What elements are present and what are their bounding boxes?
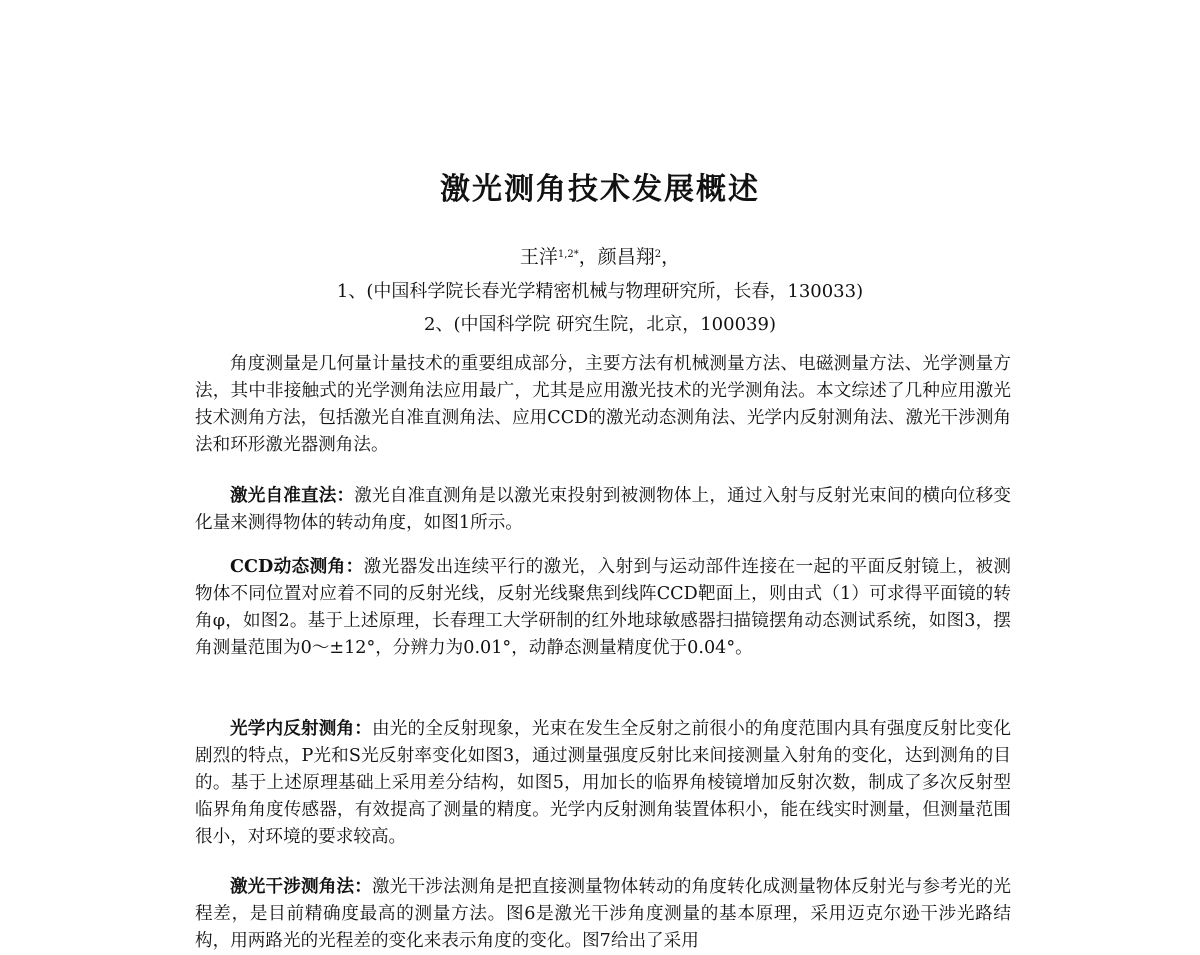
section-body: 激光自准直测角是以激光束投射到被测物体上，通过入射与反射光束间的横向位移变化量来测得物体的转动角度，如图1所示。 <box>195 486 1011 533</box>
section-heading: 光学内反射测角： <box>230 718 373 739</box>
section-body: 激光器发出连续平行的激光，入射到与运动部件连接在一起的平面反射镜上，被测物体不同位置对应着不同的反射光线，反射光线聚焦到线阵CCD靶面上，则由式（1）可求得平面镜的转角φ，如图2。基于上述原理，长春理工大学研制的红外地球敏感器扫描镜摆角动态测试系统，如图3，摆角测量范围为0～±12°，分辨力为0.01°，动静态测量精度优于0.04°。 <box>195 557 1011 658</box>
affiliation-1: 1、(中国科学院长春光学精密机械与物理研究所，长春，130033) <box>336 281 864 302</box>
author-separator: ， <box>578 246 598 268</box>
section-paragraph-autocollimation <box>195 482 1011 537</box>
section-paragraph-interferometry <box>195 873 1011 955</box>
abstract-paragraph: 角度测量是几何量计量技术的重要组成部分，主要方法有机械测量方法、电磁测量方法、光学测量方法，其中非接触式的光学测角法应用最广，尤其是应用激光技术的光学测角法。本文综述了几种应用激光技术测角方法，包括激光自准直测角法、应用CCD的激光动态测角法、光学内反射测角法、激光干涉测角法和环形激光器测角法。 <box>195 354 1011 455</box>
author-affiliation-mark: 2 <box>654 249 662 260</box>
section-heading: CCD动态测角： <box>230 556 364 577</box>
affiliation-2: 2、(中国科学院 研究生院，北京，100039) <box>424 314 776 335</box>
section-heading: 激光自准直法： <box>230 485 355 506</box>
author-name: 颜昌翔 <box>597 246 655 268</box>
section-body: 激光干涉法测角是把直接测量物体转动的角度转化成测量物体反射光与参考光的光程差，是目前精确度最高的测量方法。图6是激光干涉角度测量的基本原理，采用迈克尔逊干涉光路结构，用两路光的光程差的变化来表示角度的变化。图7给出了采用 <box>195 877 1011 951</box>
author-affiliation-mark: 1,2* <box>557 249 579 260</box>
section-body: 由光的全反射现象，光束在发生全反射之前很小的角度范围内具有强度反射比变化剧烈的特点，P光和S光反射率变化如图3，通过测量强度反射比来间接测量入射角的变化，达到测角的目的。基于上述原理基础上采用差分结构，如图5，用加长的临界角棱镜增加反射次数，制成了多次反射型临界角角度传感器，有效提高了测量的精度。光学内反射测角装置体积小，能在线实时测量，但测量范围很小，对环境的要求较高。 <box>195 719 1011 847</box>
section-paragraph-internal-reflection <box>195 715 1011 851</box>
section-paragraph-ccd <box>195 553 1011 662</box>
author-name: 王洋 <box>519 246 558 268</box>
section-heading: 激光干涉测角法： <box>230 876 373 897</box>
author-trailing-mark: ， <box>661 246 681 268</box>
author-line <box>0 244 1200 270</box>
paper-title: 激光测角技术发展概述 <box>440 172 760 207</box>
